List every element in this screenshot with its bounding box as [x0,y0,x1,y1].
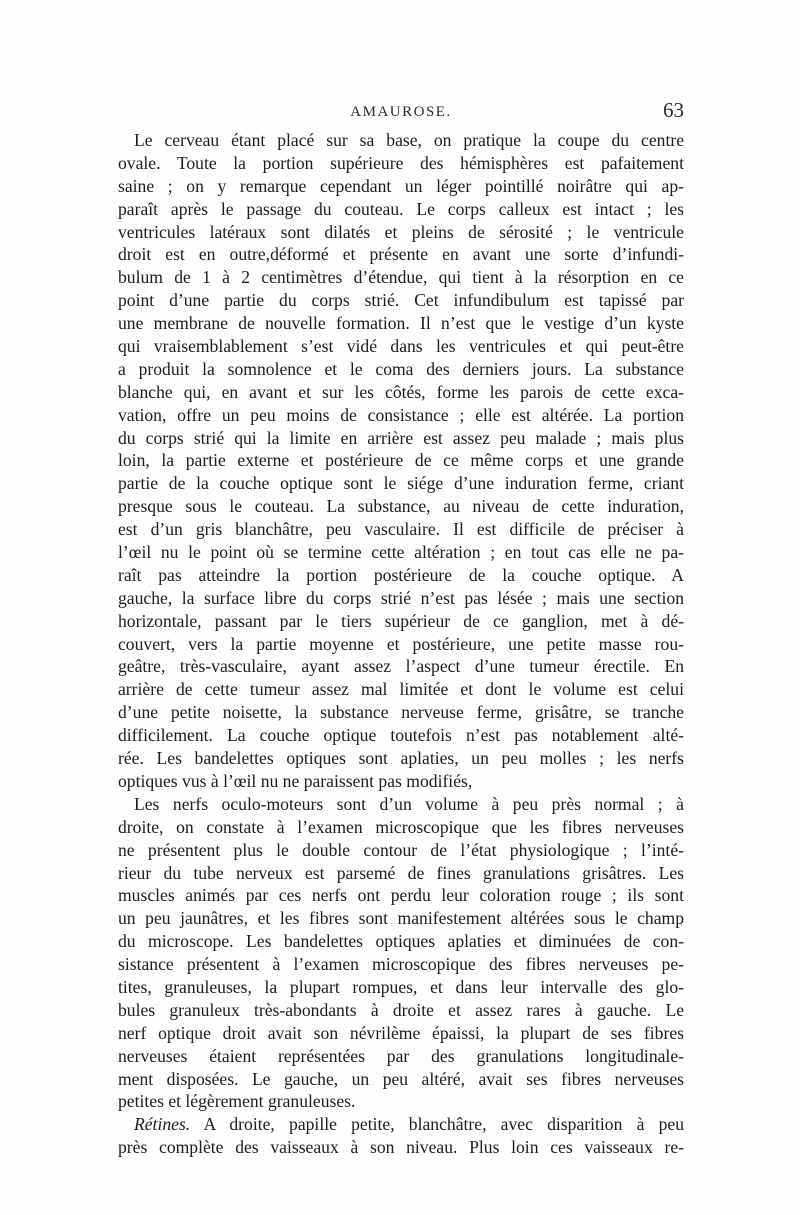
text-line: loin, la partie externe et postérieure de ce même corps et une grande [118,450,684,471]
text-line: nerf optique droit avait son névrilème épaissi, la plupart de ses fibres [118,1022,684,1043]
text-line: saine ; on y remarque cependant un léger pointillé noirâtre qui ap- [118,175,684,196]
text-line: petites et légèrement granuleuses. [118,1091,356,1112]
text-line: raît pas atteindre la portion postérieure de la couche optique. A [118,564,684,585]
retines-text: A droite, papille petite, blanchâtre, avec disparition à peu [203,1114,684,1135]
text-line: Les nerfs oculo-moteurs sont d’un volume à peu près normal ; à [134,793,684,814]
text-line: blanche qui, en avant et sur les côtés, forme les parois de cette exca- [118,381,684,402]
text-line: qui vraisemblablement s’est vidé dans les ventricules et qui peut-être [118,336,684,357]
text-line: geâtre, très-vasculaire, ayant assez l’aspect d’une tumeur érectile. En [118,656,684,677]
text-line: arrière de cette tumeur assez mal limitée et dont le volume est celui [118,679,684,700]
text-line: du microscope. Les bandelettes optiques aplaties et diminuées de con- [118,931,684,952]
text-line: paraît après le passage du couteau. Le corps calleux est intact ; les [118,198,684,219]
text-line: gauche, la surface libre du corps strié n’est pas lésée ; mais une section [118,587,684,608]
text-line: droit est en outre,déformé et présente en avant une sorte d’infundi- [118,244,684,265]
text-line: tites, granuleuses, la plupart rompues, et dans leur intervalle des glo- [118,976,684,997]
text-line: horizontale, passant par le tiers supérieur de ce ganglion, met à dé- [118,610,684,631]
text-line: bules granuleux très-abondants à droite et assez rares à gauche. Le [118,999,684,1020]
text-line: du corps strié qui la limite en arrière est assez peu malade ; mais plus [118,427,684,448]
running-head [118,98,684,126]
text-line: près complète des vaisseaux à son niveau. Plus loin ces vaisseaux re- [118,1137,684,1158]
text-line: nerveuses étaient représentées par des granulations longitudinale- [118,1045,684,1066]
text-line: ventricules latéraux sont dilatés et pleins de sérosité ; le ventricule [118,221,684,242]
text-line: partie de la couche optique sont le siége d’une induration ferme, criant [118,473,684,494]
retines-label: Rétines. [134,1114,191,1135]
text-line: vation, offre un peu moins de consistance ; elle est altérée. La portion [118,404,684,425]
text-line: presque sous le couteau. La substance, au niveau de cette induration, [118,496,684,517]
body-text [118,129,684,1158]
text-line: bulum de 1 à 2 centimètres d’étendue, qui tient à la résorption en ce [118,267,684,288]
text-line: ne présentent plus le double contour de l’état physiologique ; l’inté- [118,839,684,860]
text-line: d’une petite noisette, la substance nerveuse ferme, grisâtre, se tranche [118,702,684,723]
text-line: ment disposées. Le gauche, un peu altéré, avait ses fibres nerveuses [118,1068,684,1089]
text-line-retines [118,1113,684,1136]
text-line: optiques vus à l’œil nu ne paraissent pas modifiés, [118,770,473,791]
text-line: point d’une partie du corps strié. Cet infundibulum est tapissé par [118,290,684,311]
running-title: AMAUROSE. [350,104,452,120]
text-line: est d’un gris blanchâtre, peu vasculaire. Il est difficile de préciser à [118,519,684,540]
text-line: rieur du tube nerveux est parsemé de fines granulations grisâtres. Les [118,862,684,883]
text-line: couvert, vers la partie moyenne et postérieure, une petite masse rou- [118,633,684,654]
text-line: a produit la somnolence et le coma des derniers jours. La substance [118,358,684,379]
text-line: Le cerveau étant placé sur sa base, on pratique la coupe du centre [134,130,684,150]
text-line: l’œil nu le point où se termine cette altération ; en tout cas elle ne pa- [118,542,684,563]
text-line: une membrane de nouvelle formation. Il n’est que le vestige d’un kyste [118,313,684,334]
text-line: muscles animés par ces nerfs ont perdu leur coloration rouge ; ils sont [118,885,684,906]
text-line: rée. Les bandelettes optiques sont aplaties, un peu molles ; les nerfs [118,748,684,769]
page-number: 63 [663,98,684,122]
text-line: un peu jaunâtres, et les fibres sont manifestement altérées sous le champ [118,908,684,929]
text-line: ovale. Toute la portion supérieure des hémisphères est pafaitement [118,152,684,173]
text-line: difficilement. La couche optique toutefois n’est pas notablement alté- [118,725,684,746]
text-line: sistance présentent à l’examen microscopique des fibres nerveuses pe- [118,954,684,975]
text-line: droite, on constate à l’examen microscopique que les fibres nerveuses [118,816,684,837]
